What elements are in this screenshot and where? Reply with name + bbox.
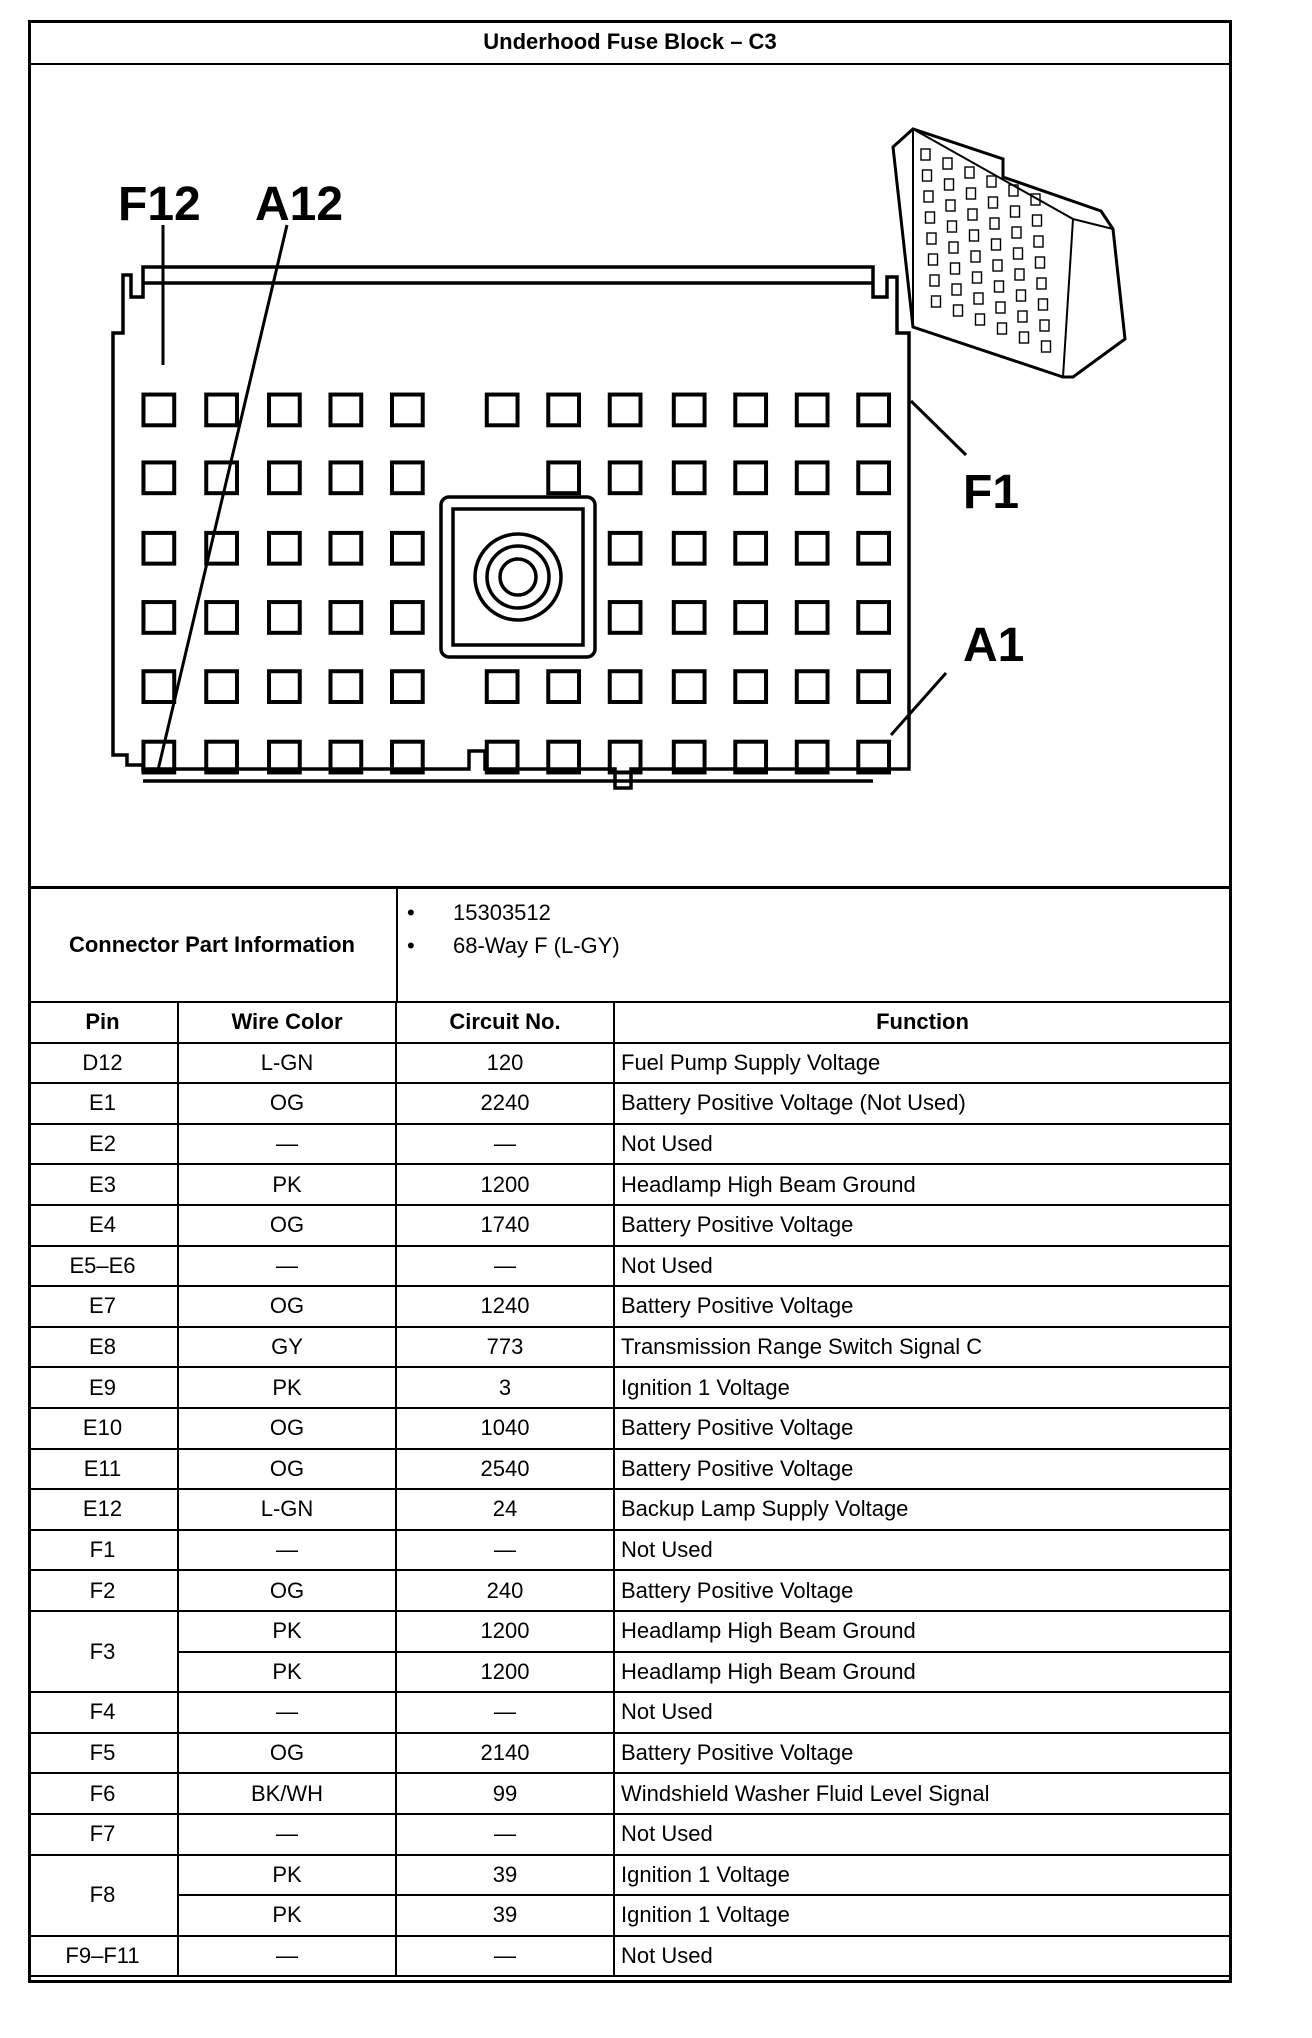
cell-circuit: 99 [397, 1774, 615, 1815]
cell-function: Ignition 1 Voltage [615, 1896, 1232, 1937]
cell-wire: PK [179, 1612, 397, 1653]
callout-line-a1 [891, 673, 946, 735]
cell-wire: OG [179, 1287, 397, 1328]
cell-circuit: — [397, 1693, 615, 1734]
label-f1: F1 [963, 466, 1020, 519]
cell-circuit: 1740 [397, 1206, 615, 1247]
pin-cavity [858, 395, 889, 426]
pin-cavity [269, 602, 300, 633]
pin-cavity [610, 533, 641, 564]
cell-function: Battery Positive Voltage [615, 1571, 1232, 1612]
cell-wire: OG [179, 1450, 397, 1491]
pin-cavity [392, 602, 423, 633]
pin-cavity [797, 462, 828, 493]
cell-wire: — [179, 1531, 397, 1572]
pin-cavity [797, 395, 828, 426]
cell-circuit: — [397, 1815, 615, 1856]
cell-pin: E1 [28, 1084, 179, 1125]
cell-function: Battery Positive Voltage (Not Used) [615, 1084, 1232, 1125]
cell-wire: — [179, 1693, 397, 1734]
cell-pin: E8 [28, 1328, 179, 1369]
pin-cavity [548, 462, 579, 493]
cell-wire: PK [179, 1896, 397, 1937]
bullet-icon: • [407, 933, 415, 958]
cell-wire: OG [179, 1206, 397, 1247]
connector-outline [113, 267, 909, 788]
pin-cavity [143, 671, 174, 702]
cell-wire: PK [179, 1653, 397, 1694]
cell-pin: E4 [28, 1206, 179, 1247]
pin-cavity [548, 395, 579, 426]
cell-circuit: 773 [397, 1328, 615, 1369]
cell-pin: F8 [28, 1856, 179, 1937]
pin-cavity [735, 602, 766, 633]
cell-circuit: 120 [397, 1044, 615, 1085]
header-pin: Pin [28, 1003, 179, 1044]
cell-wire: OG [179, 1734, 397, 1775]
connector-info-item [407, 933, 620, 959]
pin-cavity [206, 462, 237, 493]
pin-cavity [858, 533, 889, 564]
cell-function: Not Used [615, 1937, 1232, 1978]
cell-function: Battery Positive Voltage [615, 1206, 1232, 1247]
cell-circuit: 2140 [397, 1734, 615, 1775]
cell-pin: E11 [28, 1450, 179, 1491]
cell-pin: F7 [28, 1815, 179, 1856]
pin-cavity [330, 602, 361, 633]
pin-cavity [858, 602, 889, 633]
pin-cavity [269, 671, 300, 702]
cell-circuit: 240 [397, 1571, 615, 1612]
cell-wire: OG [179, 1084, 397, 1125]
pin-cavity [330, 533, 361, 564]
cell-pin: F9–F11 [28, 1937, 179, 1978]
pin-cavity [735, 395, 766, 426]
pin-cavity [269, 533, 300, 564]
cell-function: Backup Lamp Supply Voltage [615, 1490, 1232, 1531]
pin-cavity [735, 462, 766, 493]
cell-function: Fuel Pump Supply Voltage [615, 1044, 1232, 1085]
cell-function: Battery Positive Voltage [615, 1287, 1232, 1328]
cell-function: Not Used [615, 1693, 1232, 1734]
cell-pin: E9 [28, 1368, 179, 1409]
bullet-icon: • [407, 900, 415, 925]
pin-cavity [330, 395, 361, 426]
cell-wire: GY [179, 1328, 397, 1369]
cell-function: Not Used [615, 1125, 1232, 1166]
cell-pin: E3 [28, 1165, 179, 1206]
pin-cavities [143, 395, 889, 773]
cell-function: Not Used [615, 1531, 1232, 1572]
cell-function: Transmission Range Switch Signal C [615, 1328, 1232, 1369]
connector-3d-icon [893, 129, 1125, 377]
pin-cavity [674, 671, 705, 702]
pin-cavity [269, 395, 300, 426]
cell-wire: OG [179, 1409, 397, 1450]
connector-face [113, 267, 909, 788]
pin-cavity [735, 533, 766, 564]
cell-pin: D12 [28, 1044, 179, 1085]
cell-circuit: 39 [397, 1856, 615, 1897]
pin-cavity [610, 602, 641, 633]
connector-info-label: Connector Part Information [28, 888, 398, 1003]
pin-cavity [797, 533, 828, 564]
cell-wire: PK [179, 1856, 397, 1897]
cell-wire: PK [179, 1165, 397, 1206]
label-a1: A1 [963, 619, 1025, 672]
pin-cavity [610, 462, 641, 493]
header-wire-color: Wire Color [179, 1003, 397, 1044]
cell-pin: F3 [28, 1612, 179, 1693]
cell-circuit: 2540 [397, 1450, 615, 1491]
pin-cavity [206, 395, 237, 426]
connector-info-item [407, 900, 551, 926]
cell-wire: — [179, 1247, 397, 1288]
cell-circuit: — [397, 1937, 615, 1978]
cell-pin: F2 [28, 1571, 179, 1612]
cell-wire: — [179, 1937, 397, 1978]
cell-circuit: 2240 [397, 1084, 615, 1125]
pin-cavity [674, 602, 705, 633]
pin-cavity [487, 671, 518, 702]
cell-function: Battery Positive Voltage [615, 1409, 1232, 1450]
cell-circuit: 1240 [397, 1287, 615, 1328]
cell-wire: — [179, 1815, 397, 1856]
connector-diagram [31, 65, 1229, 886]
pin-cavity [858, 462, 889, 493]
pin-cavity [392, 395, 423, 426]
pin-cavity [206, 671, 237, 702]
pin-cavity [858, 671, 889, 702]
cell-function: Battery Positive Voltage [615, 1734, 1232, 1775]
pin-cavity [330, 462, 361, 493]
center-key-block [441, 497, 595, 657]
cell-wire: OG [179, 1571, 397, 1612]
cell-function: Not Used [615, 1247, 1232, 1288]
pin-cavity [392, 671, 423, 702]
cell-pin: F1 [28, 1531, 179, 1572]
pin-cavity [735, 671, 766, 702]
label-f12: F12 [118, 178, 201, 231]
cell-function: Headlamp High Beam Ground [615, 1653, 1232, 1694]
pin-cavity [487, 395, 518, 426]
pin-cavity [610, 395, 641, 426]
cell-pin: E7 [28, 1287, 179, 1328]
cell-function: Headlamp High Beam Ground [615, 1612, 1232, 1653]
cell-function: Not Used [615, 1815, 1232, 1856]
pin-cavity [548, 671, 579, 702]
cell-function: Battery Positive Voltage [615, 1450, 1232, 1491]
cell-pin: F4 [28, 1693, 179, 1734]
cell-circuit: 24 [397, 1490, 615, 1531]
cell-function: Headlamp High Beam Ground [615, 1165, 1232, 1206]
cell-pin: F5 [28, 1734, 179, 1775]
pin-cavity [674, 462, 705, 493]
pin-cavity [674, 395, 705, 426]
pin-cavity [330, 671, 361, 702]
cell-circuit: — [397, 1531, 615, 1572]
cell-circuit: 39 [397, 1896, 615, 1937]
cell-circuit: — [397, 1125, 615, 1166]
connector-part-number: 15303512 [453, 900, 551, 925]
cell-pin: E5–E6 [28, 1247, 179, 1288]
connector-info-list [398, 888, 1232, 1003]
cell-wire: — [179, 1125, 397, 1166]
cell-wire: PK [179, 1368, 397, 1409]
center-key-ring-middle [487, 546, 549, 608]
pin-cavity [797, 602, 828, 633]
cell-wire: L-GN [179, 1044, 397, 1085]
pin-cavity [392, 533, 423, 564]
pin-cavity [206, 602, 237, 633]
cell-circuit: — [397, 1247, 615, 1288]
page-title: Underhood Fuse Block – C3 [28, 20, 1232, 65]
pin-cavity [143, 533, 174, 564]
pin-cavity [143, 462, 174, 493]
cell-circuit: 1200 [397, 1612, 615, 1653]
pin-cavity [797, 671, 828, 702]
cell-pin: E10 [28, 1409, 179, 1450]
pin-cavity [143, 395, 174, 426]
center-key-inner [453, 509, 583, 645]
cell-function: Windshield Washer Fluid Level Signal [615, 1774, 1232, 1815]
label-a12: A12 [255, 178, 344, 231]
header-function: Function [615, 1003, 1232, 1044]
cell-pin: E2 [28, 1125, 179, 1166]
header-circuit-no: Circuit No. [397, 1003, 615, 1044]
cell-function: Ignition 1 Voltage [615, 1856, 1232, 1897]
pin-cavity [610, 671, 641, 702]
cell-circuit: 1040 [397, 1409, 615, 1450]
cell-circuit: 3 [397, 1368, 615, 1409]
cell-pin: E12 [28, 1490, 179, 1531]
cell-circuit: 1200 [397, 1653, 615, 1694]
cell-wire: L-GN [179, 1490, 397, 1531]
pin-cavity [674, 533, 705, 564]
cell-function: Ignition 1 Voltage [615, 1368, 1232, 1409]
callout-line-f1 [911, 401, 966, 455]
cell-pin: F6 [28, 1774, 179, 1815]
pin-cavity [392, 462, 423, 493]
connector-type: 68-Way F (L-GY) [453, 933, 620, 958]
center-key-ring-inner [500, 559, 536, 595]
cell-wire: BK/WH [179, 1774, 397, 1815]
pin-cavity [269, 462, 300, 493]
cell-circuit: 1200 [397, 1165, 615, 1206]
pin-cavity [143, 602, 174, 633]
